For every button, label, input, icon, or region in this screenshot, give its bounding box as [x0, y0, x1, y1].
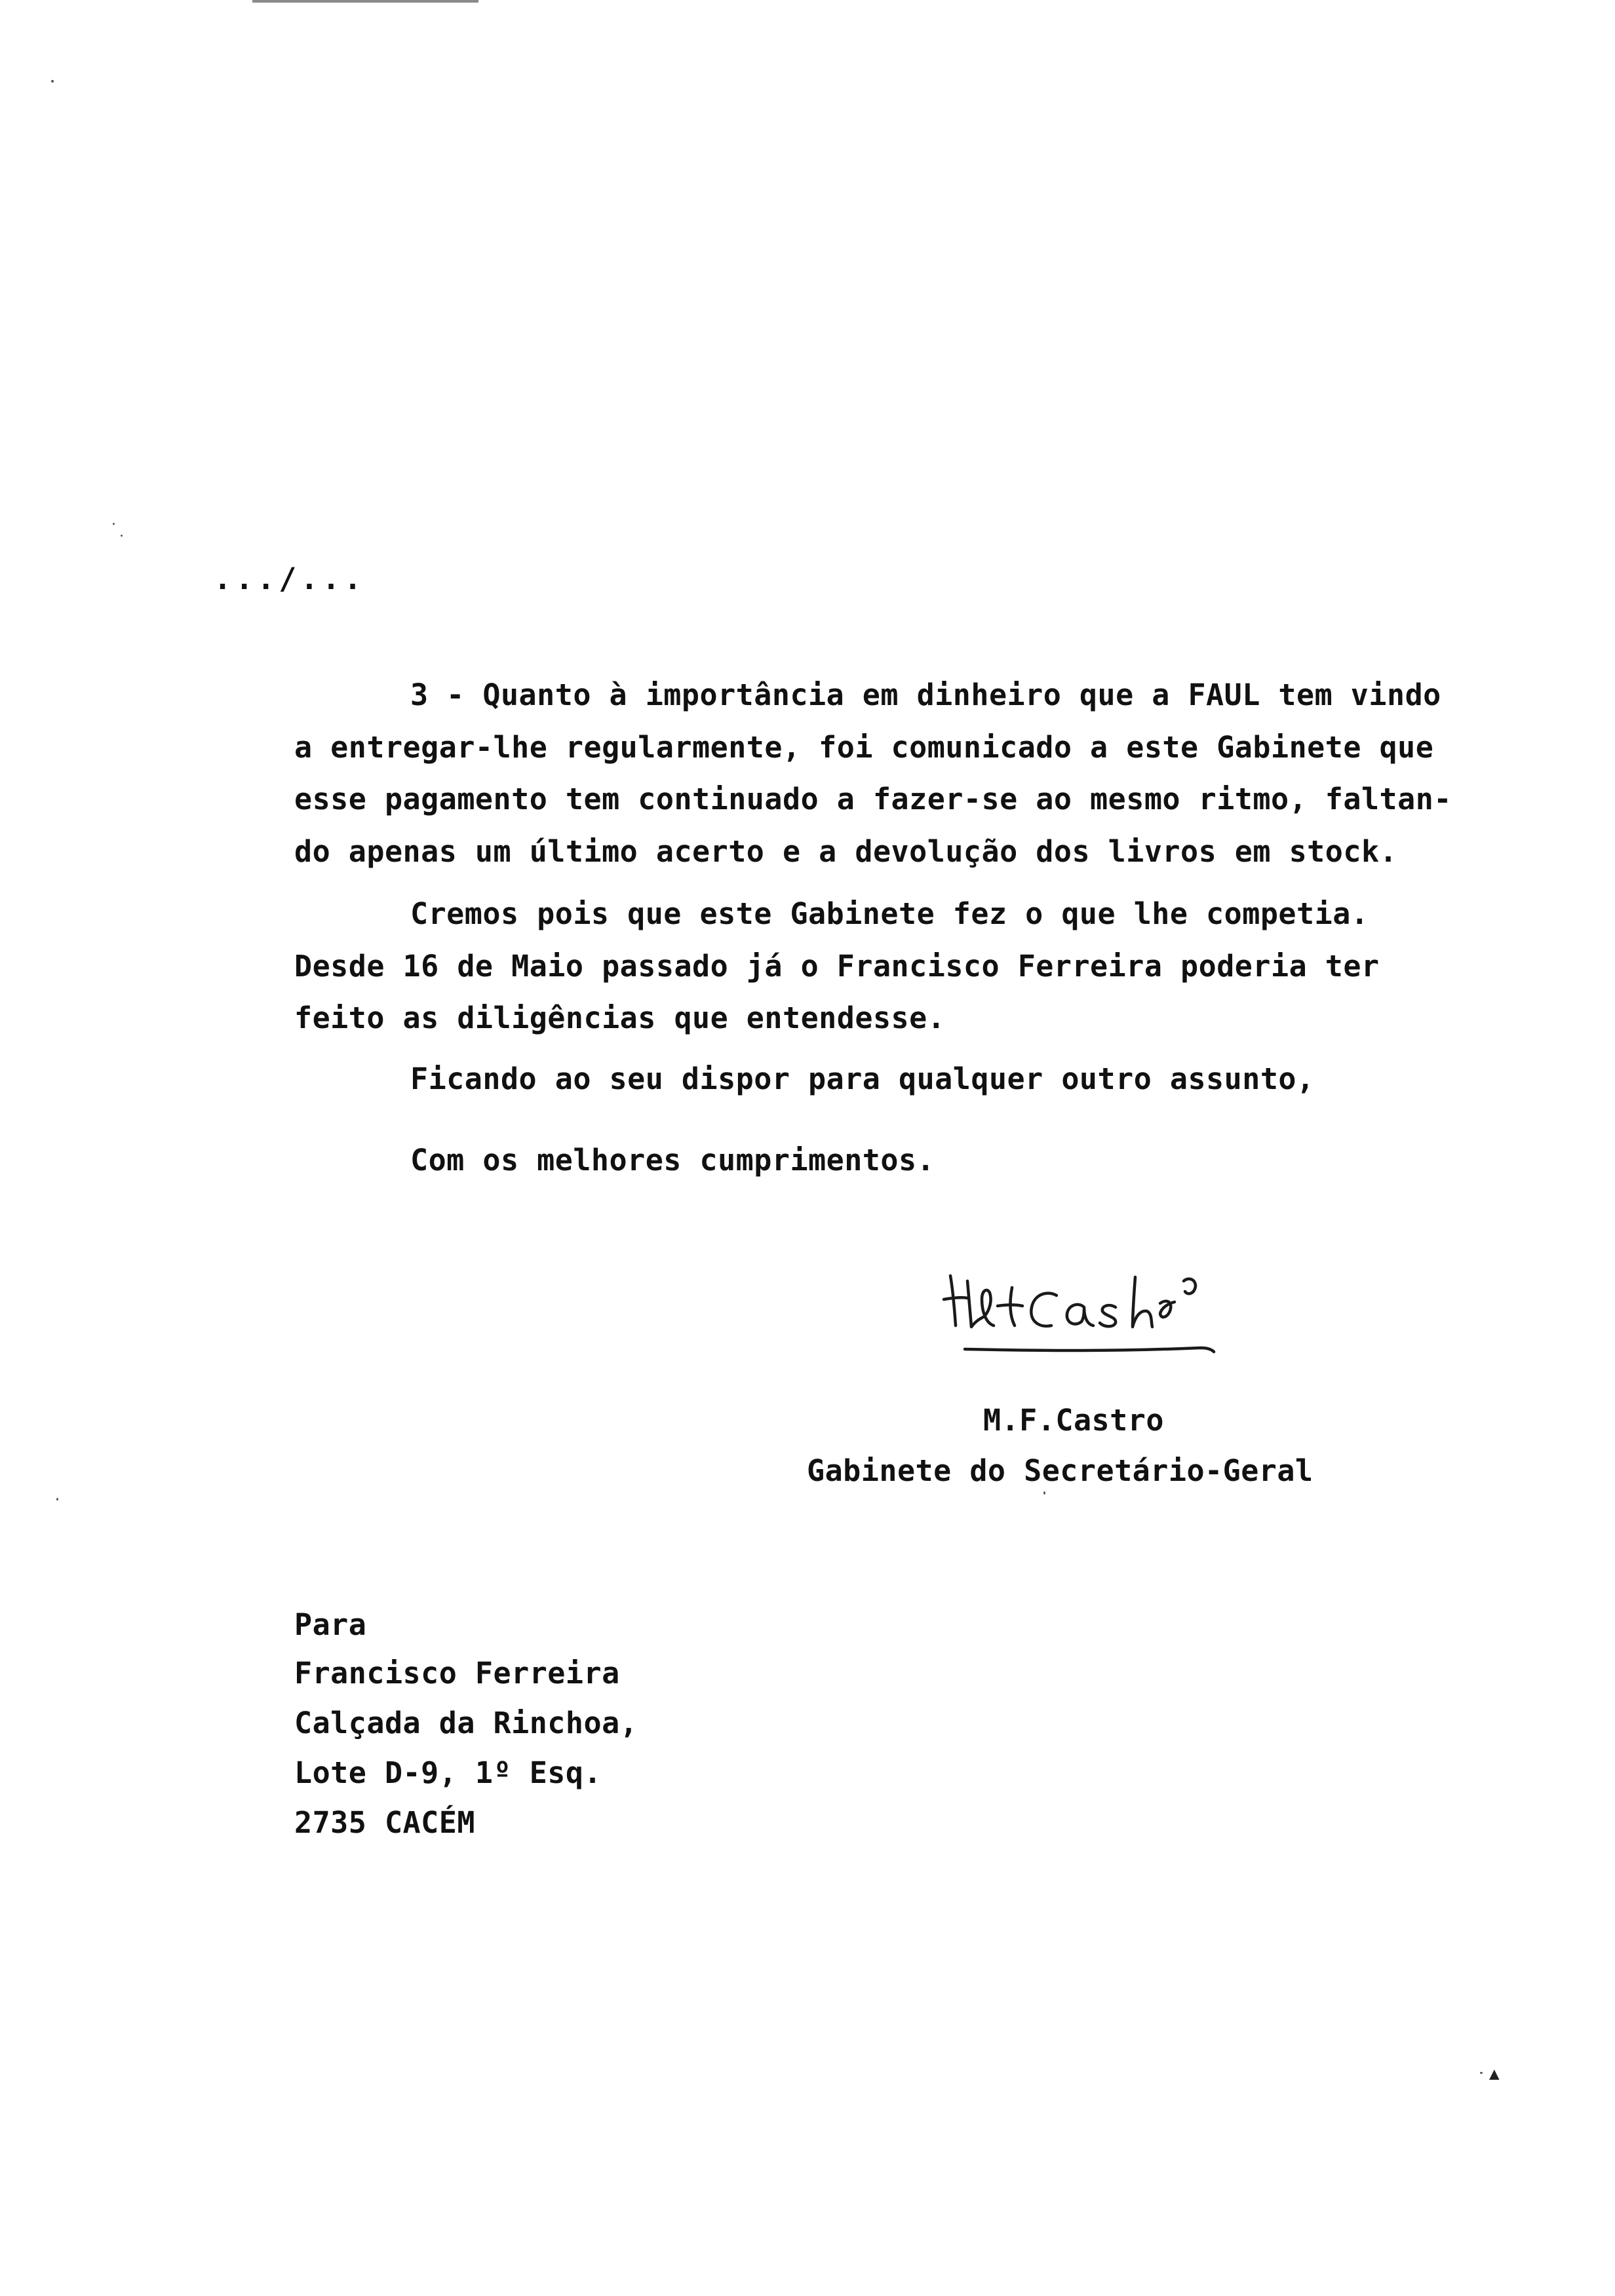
scan-speck	[121, 535, 123, 537]
scan-speck	[1043, 1491, 1045, 1495]
recipient-line: Calçada da Rinchoa,	[294, 1706, 638, 1740]
margin-mark: ▲	[1489, 2064, 1500, 2084]
body-line: Cremos pois que este Gabinete fez o que lhe competia.	[410, 896, 1369, 931]
scan-speck	[51, 80, 54, 83]
body-line: Ficando ao seu dispor para qualquer outro assunto,	[410, 1062, 1315, 1096]
recipient-line: Lote D-9, 1º Esq.	[294, 1755, 602, 1790]
scan-speck	[113, 523, 115, 525]
body-line: do apenas um último acerto e a devolução dos livros em stock.	[294, 834, 1398, 869]
signatory-name: M.F.Castro	[983, 1403, 1164, 1438]
body-line: a entregar-lhe regularmente, foi comunicado a este Gabinete que	[294, 730, 1434, 765]
recipient-heading: Para	[294, 1607, 367, 1642]
scan-speck	[56, 1498, 58, 1501]
top-rule	[252, 0, 478, 3]
signatory-office: Gabinete do Secretário-Geral	[807, 1453, 1313, 1488]
scan-speck	[1480, 2072, 1483, 2074]
continuation-mark: .../...	[214, 562, 366, 596]
body-line: 3 - Quanto à importância em dinheiro que a FAUL tem vindo	[410, 678, 1441, 712]
recipient-line: 2735 CACÉM	[294, 1805, 475, 1840]
closing-line: Com os melhores cumprimentos.	[410, 1143, 935, 1177]
handwritten-signature	[939, 1261, 1247, 1369]
body-line: feito as diligências que entendesse.	[294, 1001, 946, 1035]
body-line: Desde 16 de Maio passado já o Francisco Ferreira poderia ter	[294, 949, 1380, 984]
recipient-line: Francisco Ferreira	[294, 1656, 620, 1691]
body-line: esse pagamento tem continuado a fazer-se ao mesmo ritmo, faltan-	[294, 782, 1452, 816]
